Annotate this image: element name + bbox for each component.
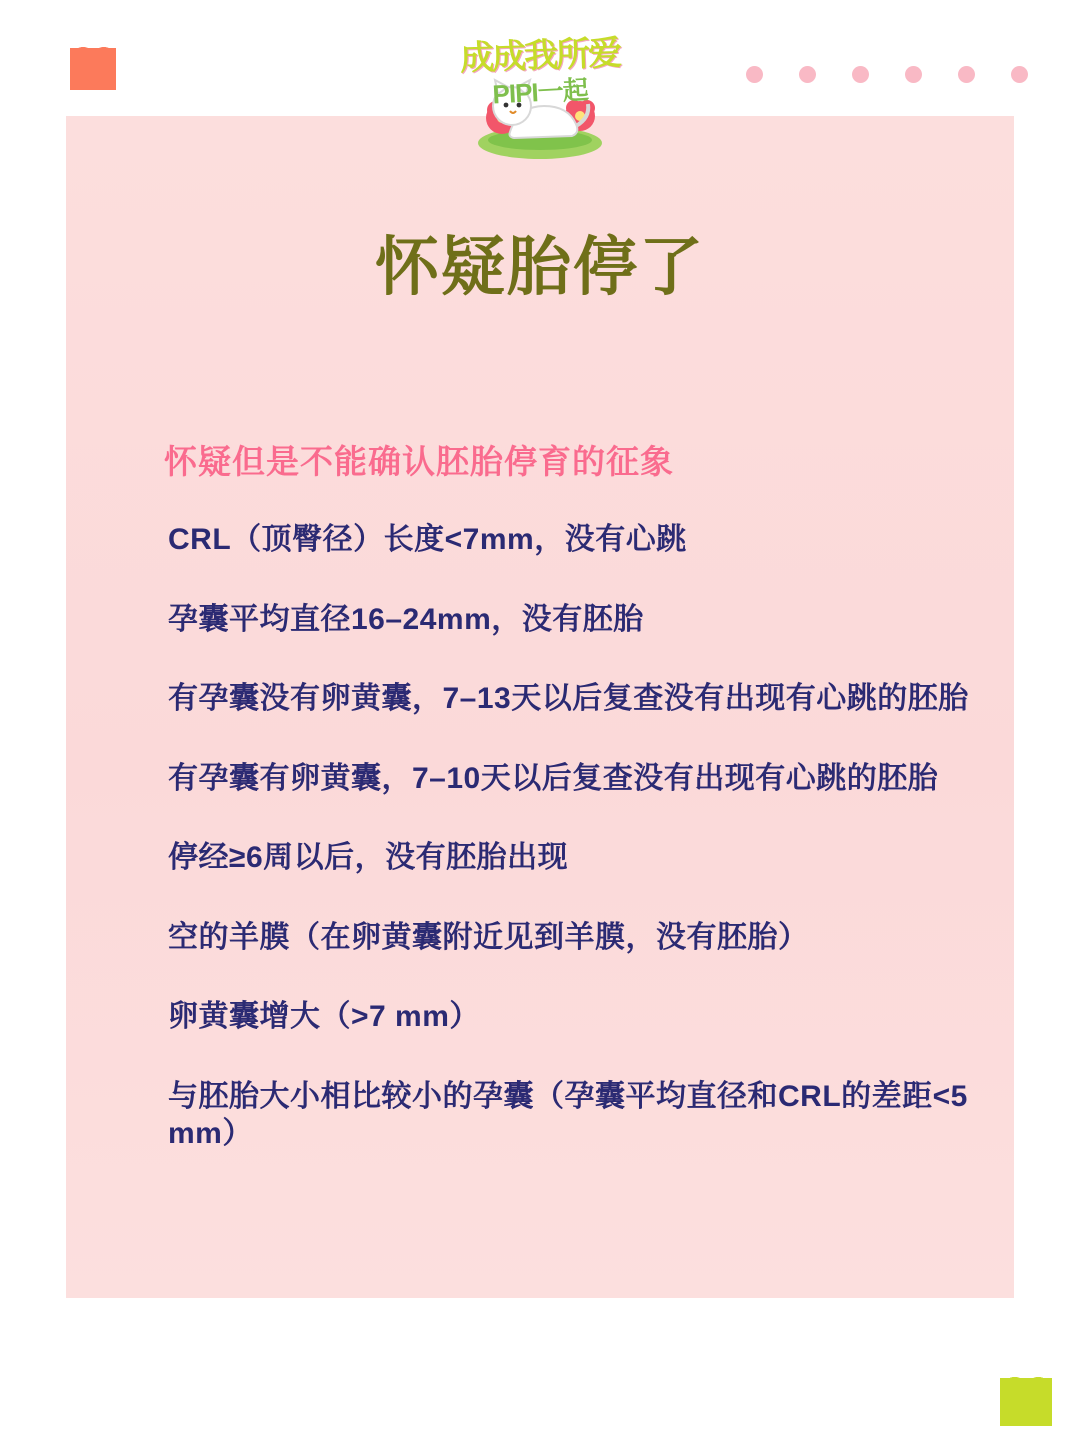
list-item: 空的羊膜（在卵黄囊附近见到羊膜，没有胚胎） bbox=[168, 920, 809, 954]
brand-sticker bbox=[440, 10, 640, 170]
dot-icon bbox=[746, 66, 763, 83]
list-item: 有孕囊有卵黄囊，7–10天以后复查没有出现有心跳的胚胎 bbox=[168, 761, 939, 795]
card-body bbox=[102, 436, 982, 1195]
section-subheading: 怀疑但是不能确认胚胎停育的征象 bbox=[164, 443, 674, 480]
heart-icon bbox=[1000, 1378, 1052, 1426]
criteria-list bbox=[102, 521, 982, 1153]
list-item: 停经≥6周以后，没有胚胎出现 bbox=[168, 841, 569, 874]
heart-icon bbox=[70, 48, 116, 90]
list-item: 孕囊平均直径16–24mm，没有胚胎 bbox=[168, 602, 644, 636]
sticker-line2: PIPI一起 bbox=[491, 74, 589, 110]
list-item: 有孕囊没有卵黄囊，7–13天以后复查没有出现有心跳的胚胎 bbox=[168, 682, 969, 715]
list-item: 卵黄囊增大（>7 mm） bbox=[168, 1000, 480, 1033]
dot-icon bbox=[958, 66, 975, 83]
dot-row bbox=[746, 66, 1028, 83]
dot-icon bbox=[1011, 66, 1028, 83]
content-card bbox=[66, 116, 1014, 1298]
list-item: CRL（顶臀径）长度<7mm，没有心跳 bbox=[168, 523, 687, 556]
dot-icon bbox=[799, 66, 816, 83]
dot-icon bbox=[852, 66, 869, 83]
page-title: 怀疑胎停了 bbox=[375, 231, 705, 303]
dot-icon bbox=[905, 66, 922, 83]
list-item: 与胚胎大小相比较小的孕囊（孕囊平均直径和CRL的差距<5 mm） bbox=[168, 1079, 968, 1150]
sticker-line1: 成成我所爱 bbox=[459, 34, 621, 78]
